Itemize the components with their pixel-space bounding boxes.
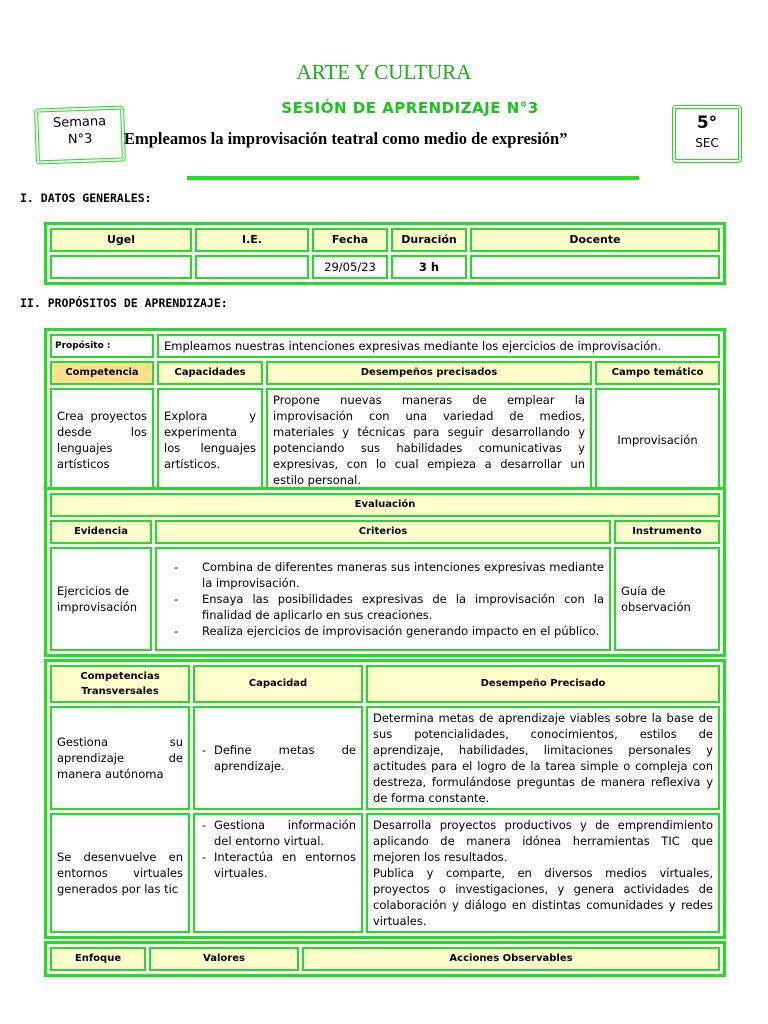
header-ugel: Ugel [50,228,192,252]
enfoque-table [44,941,726,977]
header-enfoque: Enfoque [50,947,146,971]
proposito-text: Empleamos nuestras intenciones expresivas mediante los ejercicios de improvisación. [157,334,720,358]
proposito-label: Propósito : [50,334,154,358]
header-competencia: Competencia [50,361,154,385]
session-topic: Empleamos la improvisación teatral como medio de expresión” [124,129,568,148]
capacidades-text: Explora y experimenta los lenguajes artísticos. [157,388,263,492]
header-desempenos: Desempeños precisados [266,361,592,385]
value-fecha: 29/05/23 [312,255,388,279]
value-ie [195,255,309,279]
value-ugel [50,255,192,279]
transversal-capacidad-cell [193,813,363,933]
section-propositos-heading: II. PROPÓSITOS DE APRENDIZAJE: [20,296,228,310]
transversal-competencia: Se desenvuelve en entornos virtuales generados por las tic [50,813,190,933]
header-competencias-transversales: Competencias Transversales [50,665,190,703]
grade-number: 5° [696,113,718,133]
transversales-table [44,659,726,939]
value-docente [470,255,720,279]
desempeno-paragraph: Publica y comparte, en diversos medios virtuales, proyectos o investigaciones, y genera actividades de colaboración y diálogo en distintas comunidades y redes virtuales. [373,866,713,928]
header-evidencia: Evidencia [50,520,152,544]
header-campo: Campo temático [595,361,720,385]
campo-tematico-text: Improvisación [595,388,720,492]
evaluacion-title: Evaluación [50,493,720,517]
header-valores: Valores [149,947,299,971]
header-acciones-observables: Acciones Observables [302,947,720,971]
week-label: Semana [52,114,107,131]
capacidad-item: - Define metas de aprendizaje. [200,742,356,774]
header-desempeno-precisado: Desempeño Precisado [366,665,720,703]
area-title: ARTE Y CULTURA [296,60,472,84]
evidencia-text: Ejercicios de improvisación [50,547,152,651]
datos-generales-table [44,222,726,285]
desempeno-paragraph: Determina metas de aprendizaje viables sobre la base de sus potencialidades, conocimientos, estilos de aprendizaje, habilidades, limitaciones personales y actitudes para el logro de la tarea simple o compleja con destreza, formulándose preguntas de manera reflexiva y de forma constante. [373,711,713,805]
header-capacidades: Capacidades [157,361,263,385]
session-title: SESIÓN DE APRENDIZAJE N°3 [281,99,539,117]
transversal-competencia: Gestiona su aprendizaje de manera autónoma [50,706,190,810]
transversal-capacidad-cell [193,706,363,810]
criterio-item: - Combina de diferentes maneras sus intenciones expresivas mediante la improvisación. [162,559,604,591]
criterio-item: - Ensaya las posibilidades expresivas de la improvisación con la finalidad de aplicarlo en sus creaciones. [162,591,604,623]
capacidad-item: - Gestiona información del entorno virtual. [200,817,356,849]
criterio-item: - Realiza ejercicios de improvisación generando impacto en el público. [162,623,604,639]
header-capacidad: Capacidad [193,665,363,703]
desempeno-paragraph: Desarrolla proyectos productivos y de emprendimiento aplicando de manera idónea herramientas TIC que mejoren los resultados. [373,818,713,864]
header-duracion: Duración [391,228,467,252]
instrumento-text: Guía de observación [614,547,720,651]
header-ie: I.E. [195,228,309,252]
evaluacion-table [44,487,726,657]
value-duracion: 3 h [391,255,467,279]
propositos-table [44,328,726,498]
transversal-desempeno-cell [366,813,720,933]
header-fecha: Fecha [312,228,388,252]
desempeno-text: Propone nuevas maneras de emplear la improvisación con una variedad de medios, materiales y técnicas para seguir desarrollando y potenciando sus habilidades comunicativas y expresivas, con lo cual empieza a desarrollar un estilo personal. [266,388,592,492]
header-instrumento: Instrumento [614,520,720,544]
transversal-desempeno-cell [366,706,720,810]
topic-underline [187,176,639,180]
week-number: N°3 [67,131,93,148]
criterios-cell [155,547,611,651]
week-tag [34,105,126,164]
grade-level: SEC [695,136,719,150]
competencia-text: Crea proyectos desde los lenguajes artísticos [50,388,154,492]
header-docente: Docente [470,228,720,252]
capacidad-item: - Interactúa en entornos virtuales. [200,849,356,881]
header-criterios: Criterios [155,520,611,544]
section-datos-heading: I. DATOS GENERALES: [20,191,152,205]
